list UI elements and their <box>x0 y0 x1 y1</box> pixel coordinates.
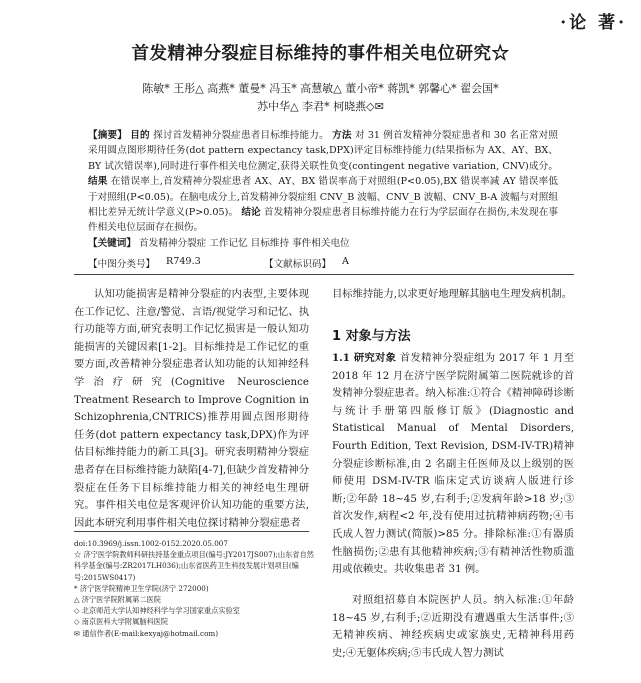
body-text-left: 认知功能损害是精神分裂症的内表型,主要体现在工作记忆、注意/警觉、言语/视觉学习和记忆、执行功能等方面,研究表明工作记忆损害是一般认知功能损害的关键因素[1-2]。目标维持是工作记忆的重要方面,改善精神分裂症患者认知功能的认知神经科学治疗研究(Cognitive Neuroscience Treatment Research to Improve Cognition in Schizophrenia,CNTRICS)推荐用圆点图形期待任务(dot pattern expectancy task,DPX)作为评估目标维持能力的新工具[3]。研究表明精神分裂症患者存在目标维持能力缺陷[4-7],但缺少首发精神分裂症在任务下目标维持能力相关的神经电生理研究。事件相关电位是客观评价认知功能的重要方法,因此本研究利用事件相关电位探讨精神分裂症患者 <box>74 288 309 529</box>
section-heading: 1 对象与方法 <box>332 329 411 344</box>
doc-label: 【文献标识码】 <box>264 259 332 270</box>
footnote-affiliation: △ 济宁医学院附属第二医院 <box>74 595 161 605</box>
body-text-right-1: 目标维持能力,以求更好地理解其脑电生理发病机制。 <box>332 288 573 300</box>
cls-label: 【中图分类号】 <box>88 259 156 270</box>
methods-text: 对 31 例首发精神分裂症患者和 30 名正常对照采用圆点图形期待任务(dot pattern expectancy task,DPX)评定目标维持能力(结果指标为 AX、AY、BX、BY 试次错误率),同时进行事件相关电位测定,获得关联性负变(contingent negative variation, CNV)成分。 <box>88 130 558 172</box>
abstract <box>88 128 558 236</box>
footnote-funding: ☆ 济宁医学院教师科研扶持基金重点项目(编号:JY2017JS007);山东省自然科学基金(编号:ZR2017LH036);山东省医药卫生科技发展计划项目(编号:2015WS0417) <box>74 550 314 582</box>
subsection-label: 1.1 研究对象 <box>332 352 397 364</box>
section-header: ·论 著· <box>560 13 627 33</box>
conclusion-text: 首发精神分裂症患者目标维持能力在行为学层面存在损伤,未发现在事件相关电位层面存在损伤。 <box>88 207 559 234</box>
conclusion-label: 结论 <box>241 207 261 219</box>
results-text: 在错误率上,首发精神分裂症患者 AX、AY、BX 错误率高于对照组(P<0.05),BX 错误率减 AY 错误率低于对照组(P<0.05)。在脑电成分上,首发精神分裂症组 CNV_B 波幅、CNV_B 波幅、CNV_B-A 波幅与对照组相比差异无统计学意义(P>0.05)。 <box>88 176 558 219</box>
keywords <box>88 236 558 251</box>
body-text-right-3: 对照组招募自本院医护人员。纳入标准:①年龄 18~45 岁,右利手;②近期没有遭遇重大生活事件;③无精神疾病、神经疾病史或家族史,无精神科用药史;④无躯体疾病;⑤韦氏成人智力测试 <box>332 594 574 659</box>
author-list-line-1: 陈敏* 王彤△ 高燕* 董曼* 冯玉* 高慧敏△ 董小帝* 蒋凯* 郭馨心* 翟会国* <box>142 82 499 95</box>
footnote-affiliation: ◇ 南京医科大学附属脑科医院 <box>74 617 169 627</box>
keywords-label: 【关键词】 <box>88 238 136 249</box>
keywords-text: 首发精神分裂症 工作记忆 目标维持 事件相关电位 <box>139 238 350 249</box>
footnote-affiliation: ◇ 北京师范大学认知神经科学与学习国家重点实验室 <box>74 606 240 616</box>
footnote-rule <box>74 531 309 532</box>
body-text-right-2: 1.1 研究对象 首发精神分裂症组为 2017 年 1 月至 2018 年 12 月在济宁医学院附属第二医院就诊的首发精神分裂症患者。纳入标准:①符合《精神障碍诊断与统计手册第四版修订版》(Diagnostic and Statistical Manual of Mental Disorders, Fourth Edition, Text Revision, DSM-IV-TR)精神分裂症诊断标准,由 2 名副主任医师及以上级别的医师使用 DSM-IV-TR 临床定式访谈病人版进行诊断;②年龄 18~45 岁,右利手;②发病年龄>18 岁;③首次发作,病程<2 年,没有使用过抗精神病药物;④韦氏成人智力测试(简版)>85 分。排除标准:①有器质性脑损伤;②患有其他精神疾病;③有精神活性物质滥用或依赖史。共收集患者 31 例。 <box>332 352 574 576</box>
footnote-affiliation: * 济宁医学院精神卫生学院(济宁 272000) <box>74 583 209 593</box>
footnotes <box>74 538 314 639</box>
cls-value: R749.3 <box>166 256 201 267</box>
author-list-line-2: 苏中华△ 李君* 柯晓燕◇✉ <box>257 100 384 113</box>
footnote-corresponding: ✉ 通信作者(E-mail:kexyaj@hotmail.com) <box>74 628 219 638</box>
divider <box>74 274 574 275</box>
doc-value: A <box>342 256 349 267</box>
footnote-doi: doi:10.3969/j.issn.1002-0152.2020.05.007 <box>74 539 228 548</box>
results-label: 结果 <box>88 176 108 188</box>
abstract-label: 【摘要】 <box>88 130 128 141</box>
methods-label: 方法 <box>332 130 352 141</box>
objective-label: 目的 <box>130 130 150 141</box>
article-title: 首发精神分裂症目标维持的事件相关电位研究☆ <box>131 44 510 64</box>
objective-text: 探讨首发精神分裂症患者目标维持能力。 <box>153 130 329 141</box>
